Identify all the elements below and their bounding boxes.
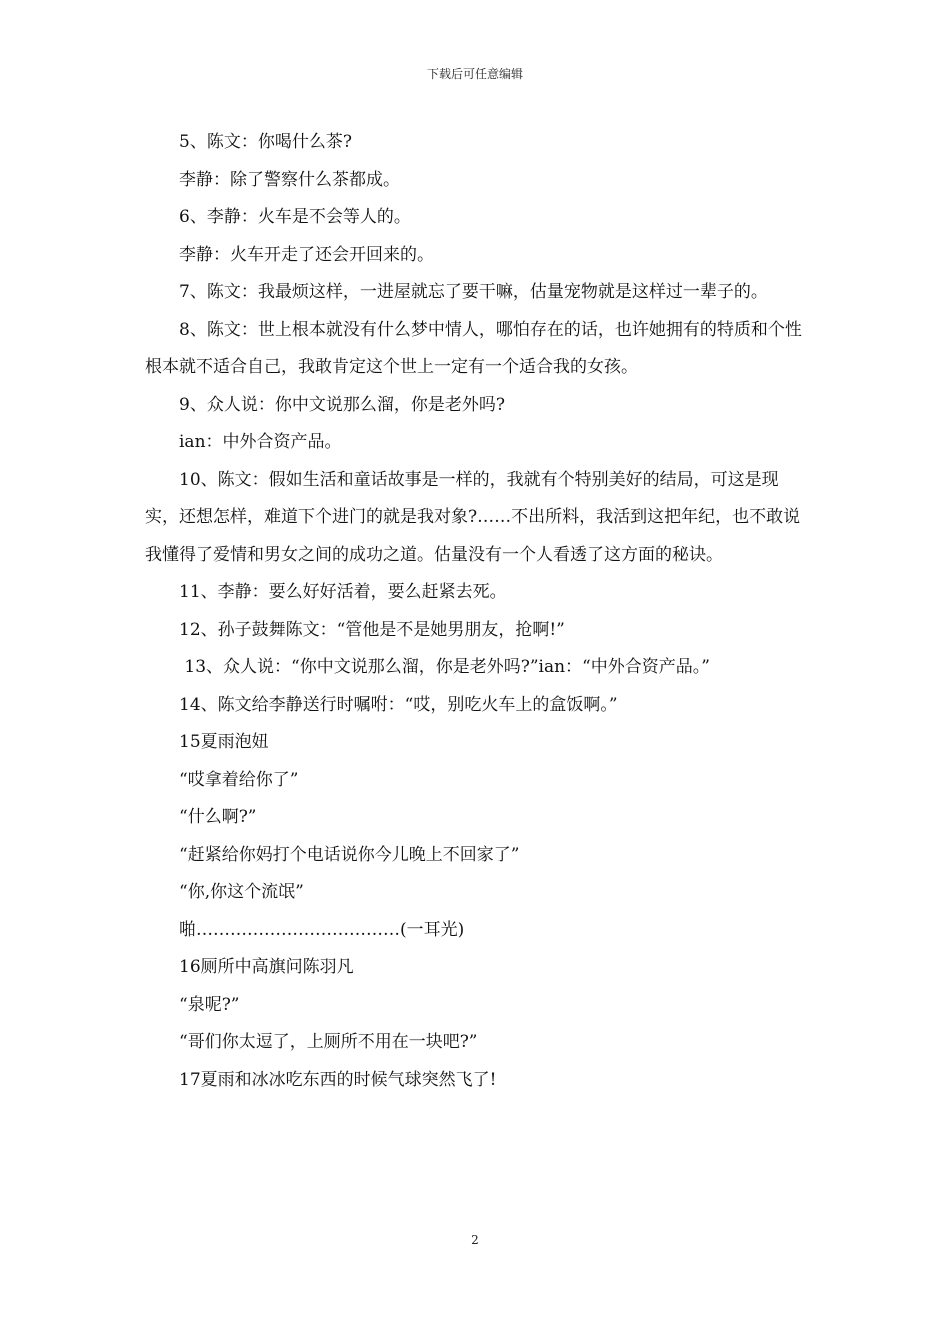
paragraph: 10、陈文：假如生活和童话故事是一样的，我就有个特别美好的结局，可这是现实，还想怎样，难道下个进门的就是我对象?……不出所料，我活到这把年纪，也不敢说我懂得了爱情和男女之间的成功之道。估量没有一个人看透了这方面的秘诀。 [145, 469, 801, 565]
paragraph: 12、孙子鼓舞陈文：“管他是不是她男朋友，抢啊!” [179, 619, 565, 640]
paragraph: 16厕所中高旗问陈羽凡 [179, 957, 354, 977]
paragraph: 啪………………………………(一耳光) [179, 919, 465, 940]
document-body [145, 124, 807, 1099]
paragraph: 14、陈文给李静送行时嘱咐：“哎，别吃火车上的盒饭啊。” [179, 694, 618, 715]
paragraph: “哎拿着给你了” [179, 769, 299, 790]
paragraph: “哥们你太逗了，上厕所不用在一块吧?” [179, 1032, 478, 1052]
paragraph: ian：中外合资产品。 [179, 432, 342, 452]
paragraph: 11、李静：要么好好活着，要么赶紧去死。 [179, 582, 507, 602]
paragraph: 15夏雨泡妞 [179, 732, 269, 752]
page-number: 2 [471, 1233, 479, 1247]
paragraph: 5、陈文：你喝什么茶? [179, 132, 352, 152]
paragraph: 13、众人说：“你中文说那么溜，你是老外吗?”ian：“中外合资产品。” [179, 657, 710, 677]
paragraph: 8、陈文：世上根本就没有什么梦中情人，哪怕存在的话，也许她拥有的特质和个性根本就不适合自己，我敢肯定这个世上一定有一个适合我的女孩。 [145, 319, 802, 377]
paragraph: “你,你这个流氓” [179, 882, 304, 902]
page-header: 下载后可任意编辑 [426, 67, 523, 81]
paragraph: “赶紧给你妈打个电话说你今儿晚上不回家了” [179, 844, 520, 865]
paragraph: “什么啊?” [179, 807, 257, 827]
paragraph: 17夏雨和冰冰吃东西的时候气球突然飞了! [179, 1069, 497, 1090]
paragraph: 李静：除了警察什么茶都成。 [179, 169, 400, 190]
paragraph: 7、陈文：我最烦这样，一进屋就忘了要干嘛，估量宠物就是这样过一辈子的。 [179, 282, 768, 302]
paragraph: 9、众人说：你中文说那么溜，你是老外吗? [179, 394, 505, 415]
paragraph: “泉呢?” [179, 994, 240, 1015]
paragraph: 李静：火车开走了还会开回来的。 [179, 244, 434, 265]
paragraph: 6、李静：火车是不会等人的。 [179, 207, 411, 227]
